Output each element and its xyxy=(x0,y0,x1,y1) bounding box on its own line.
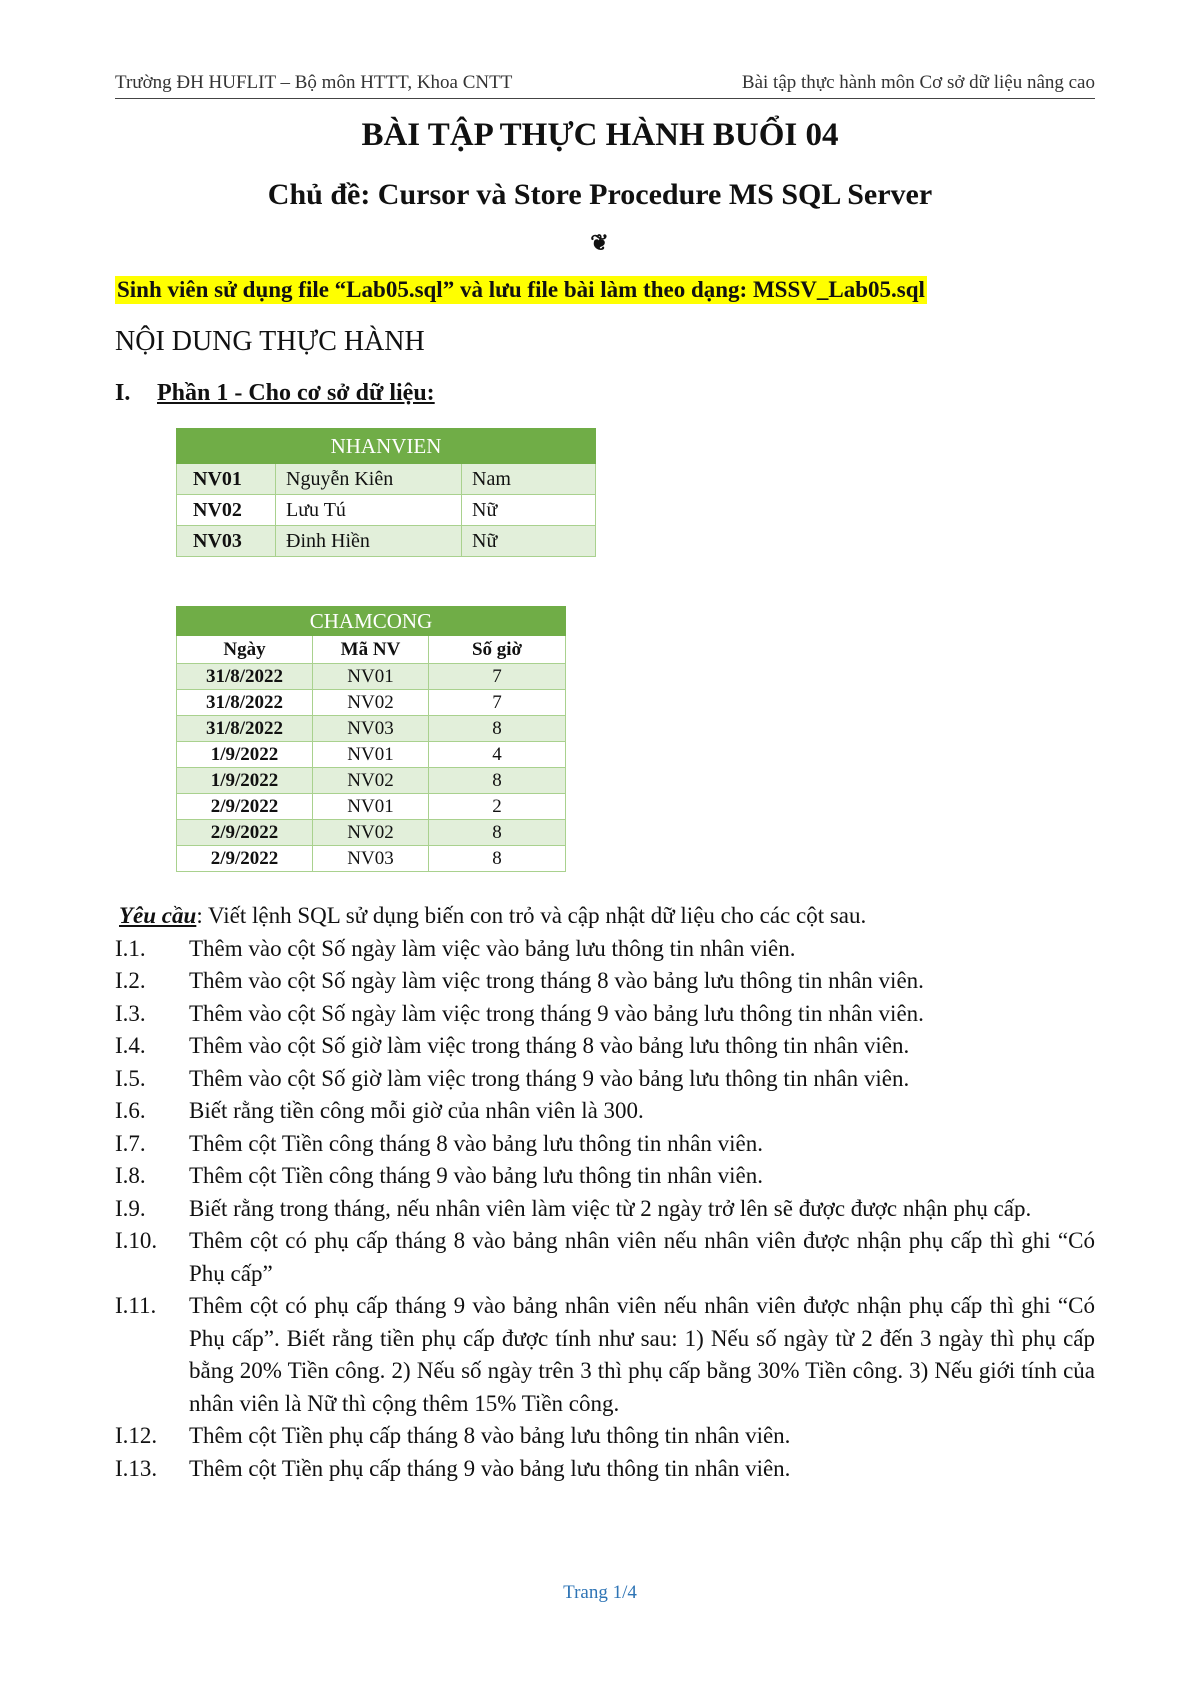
item-text: Thêm cột Tiền phụ cấp tháng 8 vào bảng lưu thông tin nhân viên. xyxy=(189,1423,791,1448)
column-header: Ngày xyxy=(177,636,313,664)
table-cell: 8 xyxy=(429,768,566,794)
section-heading: NỘI DUNG THỰC HÀNH xyxy=(115,326,425,357)
item-number: I.11. xyxy=(115,1293,157,1318)
table-cell: 7 xyxy=(429,664,566,690)
part1-number: I. xyxy=(115,380,131,406)
table-cell: 1/9/2022 xyxy=(177,742,313,768)
table-cell: NV03 xyxy=(177,526,276,557)
table-row xyxy=(177,768,566,794)
table-cell: Nam xyxy=(462,464,596,495)
item-number: I.8. xyxy=(115,1163,146,1188)
ornament-divider xyxy=(0,230,1200,256)
list-item xyxy=(115,998,1095,1031)
item-text: Thêm vào cột Số giờ làm việc trong tháng 8 vào bảng lưu thông tin nhân viên. xyxy=(189,1033,910,1058)
table-row xyxy=(177,690,566,716)
column-header: Mã NV xyxy=(313,636,429,664)
item-text: Thêm vào cột Số ngày làm việc vào bảng lưu thông tin nhân viên. xyxy=(189,935,796,961)
table-row xyxy=(177,464,596,495)
table-cell: NV01 xyxy=(313,794,429,820)
list-item xyxy=(115,1160,1095,1193)
table-cell: 1/9/2022 xyxy=(177,768,313,794)
table-row xyxy=(177,742,566,768)
item-number: I.1. xyxy=(115,935,146,961)
document-subtitle: Chủ đề: Cursor và Store Procedure MS SQL Server xyxy=(267,178,933,211)
submission-notice: Sinh viên sử dụng file “Lab05.sql” và lưu file bài làm theo dạng: MSSV_Lab05.sql xyxy=(117,277,925,302)
table-cell: NV01 xyxy=(313,742,429,768)
chamcong-caption: CHAMCONG xyxy=(177,607,566,636)
list-item xyxy=(115,1290,1095,1420)
table-row xyxy=(177,526,596,557)
table-row xyxy=(177,664,566,690)
table-cell: 31/8/2022 xyxy=(177,664,313,690)
list-item xyxy=(115,1420,1095,1453)
part1-title: Phần 1 - Cho cơ sở dữ liệu: xyxy=(157,380,435,406)
table-cell: Đinh Hiền xyxy=(276,526,462,557)
table-row xyxy=(177,820,566,846)
list-item xyxy=(115,965,1095,998)
requirements-section xyxy=(115,900,1095,1485)
table-cell: 8 xyxy=(429,820,566,846)
item-number: I.5. xyxy=(115,1065,146,1091)
list-item xyxy=(115,1193,1095,1226)
item-text: Thêm cột Tiền phụ cấp tháng 9 vào bảng lưu thông tin nhân viên. xyxy=(189,1455,791,1481)
table-cell: NV03 xyxy=(313,716,429,742)
item-text: Biết rằng trong tháng, nếu nhân viên làm việc từ 2 ngày trở lên sẽ được được nhận phụ cấp. xyxy=(189,1195,1032,1221)
header-left: Trường ĐH HUFLIT – Bộ môn HTTT, Khoa CNTT xyxy=(115,72,513,93)
item-text: Thêm cột Tiền công tháng 9 vào bảng lưu thông tin nhân viên. xyxy=(189,1163,763,1188)
table-cell: NV01 xyxy=(313,664,429,690)
table-cell: NV03 xyxy=(313,846,429,872)
page-number: Trang 1/4 xyxy=(563,1582,637,1603)
ornament-icon: ❦ xyxy=(590,230,610,255)
nhanvien-table xyxy=(176,428,596,557)
list-item xyxy=(115,1063,1095,1096)
list-item xyxy=(115,1453,1095,1486)
chamcong-table xyxy=(176,606,566,872)
item-text: Thêm cột có phụ cấp tháng 8 vào bảng nhân viên nếu nhân viên được nhận phụ cấp thì ghi “Có Phụ cấp” xyxy=(189,1228,1095,1286)
list-item xyxy=(115,933,1095,966)
list-item xyxy=(115,1128,1095,1161)
table-header-row xyxy=(177,636,566,664)
table-cell: NV02 xyxy=(177,495,276,526)
item-number: I.6. xyxy=(115,1098,146,1123)
document-title: BÀI TẬP THỰC HÀNH BUỔI 04 xyxy=(361,117,839,153)
requirements-label: Yêu cầu xyxy=(119,903,197,928)
table-cell: 2/9/2022 xyxy=(177,846,313,872)
item-number: I.13. xyxy=(115,1455,158,1481)
item-text: Thêm vào cột Số giờ làm việc trong tháng 9 vào bảng lưu thông tin nhân viên. xyxy=(189,1065,910,1091)
table-cell: NV01 xyxy=(177,464,276,495)
table-cell: 8 xyxy=(429,716,566,742)
header-right: Bài tập thực hành môn Cơ sở dữ liệu nâng cao xyxy=(741,72,1095,93)
table-cell: 2/9/2022 xyxy=(177,794,313,820)
part1-heading xyxy=(115,380,435,407)
item-number: I.7. xyxy=(115,1130,146,1156)
column-header: Số giờ xyxy=(429,636,566,664)
nhanvien-caption: NHANVIEN xyxy=(177,429,596,464)
requirements-intro-text: : Viết lệnh SQL sử dụng biến con trỏ và cập nhật dữ liệu cho các cột sau. xyxy=(196,903,867,928)
table-cell: NV02 xyxy=(313,690,429,716)
table-row xyxy=(177,495,596,526)
table-cell: 4 xyxy=(429,742,566,768)
table-cell: Nữ xyxy=(462,495,596,526)
table-cell: Nữ xyxy=(462,526,596,557)
table-cell: 31/8/2022 xyxy=(177,716,313,742)
table-cell: Lưu Tú xyxy=(276,495,462,526)
table-cell: 2 xyxy=(429,794,566,820)
item-text: Thêm vào cột Số ngày làm việc trong tháng 8 vào bảng lưu thông tin nhân viên. xyxy=(189,968,924,993)
item-text: Biết rằng tiền công mỗi giờ của nhân viên là 300. xyxy=(189,1098,644,1123)
page-header xyxy=(115,72,1095,99)
item-text: Thêm cột Tiền công tháng 8 vào bảng lưu thông tin nhân viên. xyxy=(189,1130,763,1156)
item-number: I.4. xyxy=(115,1033,146,1058)
table-cell: 2/9/2022 xyxy=(177,820,313,846)
table-cell: 7 xyxy=(429,690,566,716)
item-number: I.10. xyxy=(115,1228,158,1253)
item-text: Thêm vào cột Số ngày làm việc trong tháng 9 vào bảng lưu thông tin nhân viên. xyxy=(189,1000,924,1026)
list-item xyxy=(115,1095,1095,1128)
item-number: I.3. xyxy=(115,1000,146,1026)
item-number: I.2. xyxy=(115,968,146,993)
item-text: Thêm cột có phụ cấp tháng 9 vào bảng nhân viên nếu nhân viên được nhận phụ cấp thì ghi “Có Phụ cấp”. Biết rằng tiền phụ cấp được tính như sau: 1) Nếu số ngày từ 2 đến 3 ngày thì phụ cấp bằng 20% Tiền công. 2) Nếu số ngày trên 3 thì phụ cấp bằng 30% Tiền công. 3) Nếu giới tính của nhân viên là Nữ thì cộng thêm 15% Tiền công. xyxy=(189,1293,1095,1416)
table-row xyxy=(177,846,566,872)
table-cell: 31/8/2022 xyxy=(177,690,313,716)
table-row xyxy=(177,794,566,820)
list-item xyxy=(115,1030,1095,1063)
table-cell: 8 xyxy=(429,846,566,872)
item-number: I.12. xyxy=(115,1423,158,1448)
list-item xyxy=(115,1225,1095,1290)
table-cell: NV02 xyxy=(313,820,429,846)
table-cell: Nguyễn Kiên xyxy=(276,464,462,495)
table-cell: NV02 xyxy=(313,768,429,794)
requirements-intro xyxy=(115,900,1095,933)
table-row xyxy=(177,716,566,742)
item-number: I.9. xyxy=(115,1195,146,1221)
